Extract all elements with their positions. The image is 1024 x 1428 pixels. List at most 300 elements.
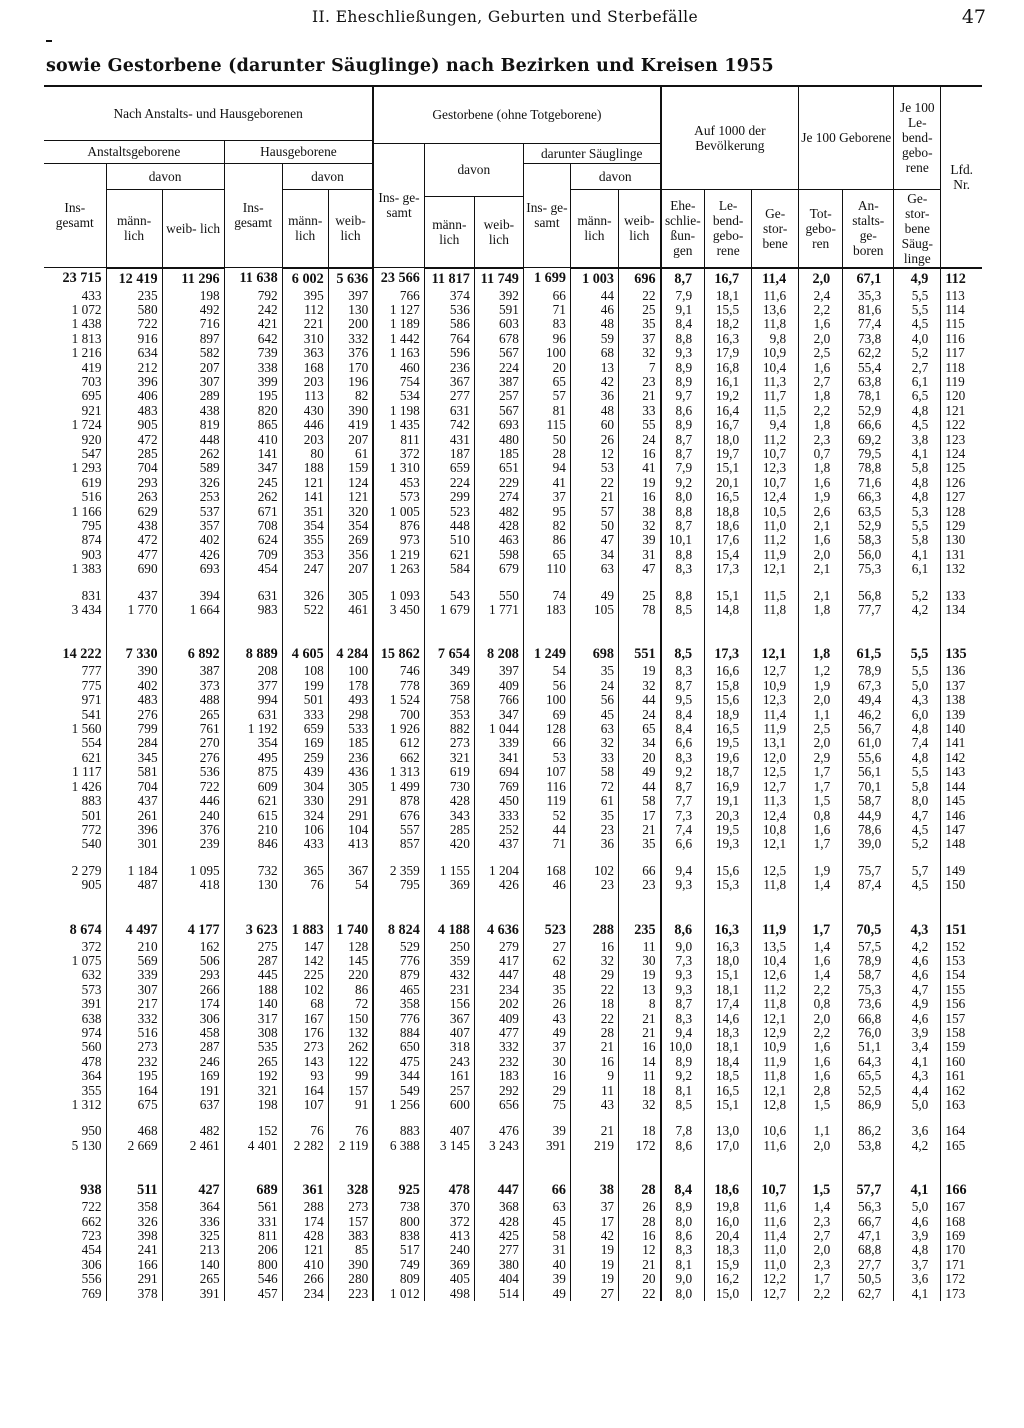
table-row	[44, 404, 982, 418]
table-cell: 150	[328, 1012, 373, 1026]
table-cell: 9,7	[661, 389, 705, 403]
table-cell: 13,0	[705, 1124, 752, 1138]
table-cell: 130	[941, 533, 982, 547]
table-cell: 269	[328, 533, 373, 547]
table-cell: 368	[474, 1200, 523, 1214]
table-cell: 134	[941, 603, 982, 617]
table-cell: 4,3	[894, 920, 941, 940]
table-cell: 113	[941, 289, 982, 303]
table-cell: 9	[570, 1069, 618, 1083]
table-cell: 132	[328, 1026, 373, 1040]
table-cell: 138	[941, 693, 982, 707]
table-cell: 16,3	[705, 920, 752, 940]
table-cell: 58,3	[843, 533, 894, 547]
table-cell: 1 664	[162, 603, 224, 617]
row-spacer	[44, 893, 982, 920]
table-row	[44, 1258, 982, 1272]
table-cell: 2,1	[799, 519, 843, 533]
statistics-table	[44, 85, 982, 1301]
table-cell: 10,9	[752, 346, 799, 360]
table-cell: 127	[941, 490, 982, 504]
table-cell: 245	[224, 476, 282, 490]
table-cell: 19	[618, 968, 660, 982]
table-cell: 128	[328, 940, 373, 954]
table-cell: 428	[474, 519, 523, 533]
table-cell: 1,9	[799, 490, 843, 504]
table-cell: 8,9	[661, 1055, 705, 1069]
table-cell: 24	[618, 708, 660, 722]
table-cell: 11,4	[752, 1229, 799, 1243]
table-cell: 5,5	[894, 289, 941, 303]
table-cell: 1 166	[71, 504, 102, 519]
table-row	[44, 505, 982, 519]
table-cell: 121	[282, 476, 328, 490]
table-cell: 5,0	[894, 1098, 941, 1112]
table-cell: 12,6	[752, 968, 799, 982]
table-cell: 58,7	[843, 794, 894, 808]
table-cell: 5,0	[894, 679, 941, 693]
table-cell: 307	[162, 375, 224, 389]
table-cell: 551	[618, 644, 660, 664]
table-cell: 164	[282, 1084, 328, 1098]
table-row-total	[44, 1180, 982, 1200]
table-cell: 493	[328, 693, 373, 707]
table-cell: 27,7	[843, 1258, 894, 1272]
table-cell: 87,4	[843, 878, 894, 892]
table-cell: 637	[162, 1098, 224, 1112]
table-cell: 1 926	[373, 722, 424, 736]
table-cell: 535	[224, 1040, 282, 1054]
table-row	[44, 864, 982, 878]
table-cell: 619	[424, 765, 474, 779]
table-cell: 66	[523, 736, 570, 750]
table-cell: 8 889	[224, 644, 282, 664]
table-cell: 12	[618, 1243, 660, 1257]
table-cell: 364	[162, 1200, 224, 1214]
table-cell: 161	[424, 1069, 474, 1083]
table-cell: 694	[474, 765, 523, 779]
table-cell: 198	[224, 1098, 282, 1112]
table-cell: 1,6	[799, 823, 843, 837]
table-cell: 343	[424, 809, 474, 823]
table-cell: 56,8	[843, 589, 894, 603]
table-cell: 263	[106, 490, 162, 504]
table-cell: 483	[106, 404, 162, 418]
table-cell: 129	[941, 519, 982, 533]
table-cell: 1,9	[799, 679, 843, 693]
table-cell: 112	[282, 303, 328, 317]
table-cell: 4 284	[328, 644, 373, 664]
table-cell: 695	[81, 389, 102, 404]
running-head: II. Eheschließungen, Geburten und Sterbefälle	[312, 8, 699, 26]
table-cell: 280	[328, 1272, 373, 1286]
table-cell: 171	[941, 1258, 982, 1272]
table-cell: 2,1	[799, 562, 843, 576]
table-cell: 950	[81, 1124, 102, 1139]
table-cell: 1 679	[424, 603, 474, 617]
table-cell: 4,6	[894, 1012, 941, 1026]
table-cell: 394	[162, 589, 224, 603]
table-cell: 22	[570, 1012, 618, 1026]
table-cell: 115	[941, 317, 982, 331]
table-cell: 44	[570, 289, 618, 303]
table-cell: 33	[570, 751, 618, 765]
table-cell: 173	[941, 1287, 982, 1301]
table-cell: 15,6	[705, 693, 752, 707]
table-cell: 16,1	[705, 375, 752, 389]
table-cell: 21	[618, 823, 660, 837]
table-cell: 16,6	[705, 664, 752, 678]
table-cell: 9,0	[661, 940, 705, 954]
table-cell: 48	[570, 404, 618, 418]
table-cell: 1,6	[799, 317, 843, 331]
table-cell: 31	[618, 548, 660, 562]
table-cell: 367	[424, 1012, 474, 1026]
table-cell: 24	[618, 433, 660, 447]
table-cell: 5,3	[894, 505, 941, 519]
table-row	[44, 603, 982, 617]
table-row	[44, 303, 982, 317]
table-cell: 321	[224, 1084, 282, 1098]
table-cell: 252	[474, 823, 523, 837]
table-cell: 266	[282, 1272, 328, 1286]
table-cell: 62,2	[843, 346, 894, 360]
table-cell: 831	[81, 588, 102, 603]
table-cell: 8,3	[661, 1012, 705, 1026]
table-cell: 472	[106, 533, 162, 547]
table-cell: 140	[224, 997, 282, 1011]
table-row	[44, 1200, 982, 1214]
header-saeugl-maennlich: männ- lich	[570, 189, 618, 268]
table-cell: 266	[162, 983, 224, 997]
table-cell: 430	[282, 404, 328, 418]
table-cell: 536	[424, 303, 474, 317]
table-cell: 795	[373, 878, 424, 892]
table-cell: 86,2	[843, 1124, 894, 1138]
table-cell: 121	[282, 1243, 328, 1257]
table-cell: 38	[570, 1180, 618, 1200]
table-cell: 7,4	[894, 736, 941, 750]
header-haus-insgesamt: Ins- gesamt	[224, 163, 282, 268]
table-cell: 8,3	[661, 1243, 705, 1257]
table-cell: 1 524	[373, 693, 424, 707]
table-cell: 447	[474, 1180, 523, 1200]
table-cell: 166	[106, 1258, 162, 1272]
table-cell: 2,7	[799, 375, 843, 389]
table-cell: 12,1	[752, 1012, 799, 1026]
table-cell: 71	[523, 837, 570, 851]
table-cell: 2,3	[799, 1215, 843, 1229]
table-cell: 157	[941, 1012, 982, 1026]
table-cell: 170	[328, 361, 373, 375]
table-cell: 55,4	[843, 361, 894, 375]
table-cell: 1,6	[799, 533, 843, 547]
table-cell: 18,5	[705, 1069, 752, 1083]
table-cell: 192	[224, 1069, 282, 1083]
table-cell: 156	[424, 997, 474, 1011]
table-cell: 141	[941, 736, 982, 750]
table-cell: 457	[224, 1287, 282, 1301]
table-cell: 19	[570, 1243, 618, 1257]
table-cell: 31	[523, 1243, 570, 1257]
table-cell: 289	[162, 389, 224, 403]
table-cell: 240	[424, 1243, 474, 1257]
table-cell: 777	[81, 664, 102, 679]
table-cell: 8,0	[894, 794, 941, 808]
table-cell: 15,1	[705, 1098, 752, 1112]
table-cell: 183	[523, 603, 570, 617]
table-cell: 3,4	[894, 1040, 941, 1054]
table-cell: 671	[224, 505, 282, 519]
table-cell: 318	[424, 1040, 474, 1054]
table-cell: 202	[474, 997, 523, 1011]
table-cell: 5,8	[894, 780, 941, 794]
table-cell: 432	[424, 968, 474, 982]
table-cell: 188	[224, 983, 282, 997]
table-cell: 12,2	[752, 1272, 799, 1286]
table-row	[44, 983, 982, 997]
table-cell: 77,4	[843, 317, 894, 331]
table-cell: 5,5	[894, 644, 941, 664]
table-cell: 153	[941, 954, 982, 968]
table-cell: 3 243	[474, 1139, 523, 1153]
table-cell: 377	[224, 679, 282, 693]
table-cell: 130	[328, 303, 373, 317]
table-cell: 11,9	[752, 1055, 799, 1069]
table-cell: 4 177	[162, 920, 224, 940]
table-cell: 11,8	[752, 603, 799, 617]
table-cell: 15,0	[705, 1287, 752, 1301]
table-cell: 581	[106, 765, 162, 779]
table-cell: 436	[328, 765, 373, 779]
table-cell: 18,4	[705, 1055, 752, 1069]
table-cell: 75,3	[843, 983, 894, 997]
table-cell: 122	[328, 1055, 373, 1069]
table-cell: 52	[523, 809, 570, 823]
table-cell: 76	[282, 1124, 328, 1138]
table-cell: 598	[474, 548, 523, 562]
page-header	[0, 6, 1024, 36]
table-cell: 8,1	[661, 1084, 705, 1098]
table-cell: 511	[106, 1180, 162, 1200]
table-cell: 15,3	[705, 878, 752, 892]
table-cell: 10,7	[752, 1180, 799, 1200]
table-cell: 18,1	[705, 983, 752, 997]
table-cell: 61	[570, 794, 618, 808]
table-cell: 1 813	[71, 331, 102, 346]
table-cell: 1 204	[474, 864, 523, 878]
table-cell: 34	[570, 548, 618, 562]
table-cell: 659	[282, 722, 328, 736]
table-cell: 191	[162, 1084, 224, 1098]
table-row	[44, 794, 982, 808]
table-cell: 11,2	[752, 433, 799, 447]
table-cell: 4,6	[894, 1215, 941, 1229]
header-haus-weiblich: weib- lich	[328, 189, 373, 268]
header-eheschliessungen: Ehe- schlie- ßun- gen	[661, 189, 705, 268]
table-cell: 428	[474, 1215, 523, 1229]
table-cell: 66,3	[843, 490, 894, 504]
table-cell: 369	[424, 878, 474, 892]
table-cell: 475	[373, 1055, 424, 1069]
table-cell: 168	[941, 1215, 982, 1229]
table-cell: 621	[224, 794, 282, 808]
table-cell: 276	[162, 751, 224, 765]
table-cell: 19	[570, 1258, 618, 1272]
table-cell: 11,6	[752, 1200, 799, 1214]
table-cell: 482	[474, 505, 523, 519]
table-cell: 210	[106, 940, 162, 954]
table-cell: 41	[618, 461, 660, 475]
table-cell: 82	[523, 519, 570, 533]
table-cell: 811	[373, 433, 424, 447]
table-cell: 113	[282, 389, 328, 403]
table-cell: 356	[328, 548, 373, 562]
table-cell: 68,8	[843, 1243, 894, 1257]
table-cell: 1 770	[106, 603, 162, 617]
table-cell: 876	[373, 519, 424, 533]
table-cell: 4,5	[894, 418, 941, 432]
table-cell: 6,1	[894, 562, 941, 576]
table-cell: 354	[282, 519, 328, 533]
table-cell: 147	[282, 940, 328, 954]
table-cell: 632	[81, 968, 102, 983]
table-cell: 71,6	[843, 476, 894, 490]
table-cell: 63	[523, 1200, 570, 1214]
table-cell: 76	[328, 1124, 373, 1138]
table-cell: 7 654	[424, 644, 474, 664]
table-cell: 495	[224, 751, 282, 765]
table-cell: 11,0	[752, 1243, 799, 1257]
table-cell: 17	[618, 809, 660, 823]
table-cell: 428	[282, 1229, 328, 1243]
table-cell: 310	[282, 332, 328, 346]
table-cell: 167	[282, 1012, 328, 1026]
table-cell: 336	[162, 1215, 224, 1229]
table-cell: 239	[162, 837, 224, 851]
table-cell: 66	[523, 289, 570, 303]
table-cell: 2,0	[799, 1243, 843, 1257]
table-cell: 11,0	[752, 519, 799, 533]
table-cell: 46	[570, 303, 618, 317]
table-row	[44, 346, 982, 360]
table-cell: 11,6	[752, 1215, 799, 1229]
table-cell: 405	[424, 1272, 474, 1286]
table-cell: 619	[81, 475, 102, 490]
table-cell: 391	[81, 997, 102, 1012]
table-cell: 1,7	[799, 780, 843, 794]
table-cell: 2 282	[282, 1139, 328, 1153]
table-cell: 32	[618, 519, 660, 533]
table-cell: 8,8	[661, 589, 705, 603]
table-cell: 56,0	[843, 548, 894, 562]
table-cell: 1 249	[523, 644, 570, 664]
table-cell: 66	[618, 864, 660, 878]
table-cell: 723	[81, 1229, 102, 1244]
table-cell: 534	[373, 389, 424, 403]
table-cell: 56	[570, 693, 618, 707]
table-cell: 9,3	[661, 878, 705, 892]
table-cell: 4,4	[894, 1084, 941, 1098]
table-cell: 7,7	[661, 794, 705, 808]
table-cell: 11,4	[752, 268, 799, 289]
table-cell: 418	[162, 878, 224, 892]
table-cell: 1,7	[799, 920, 843, 940]
table-cell: 7 330	[106, 644, 162, 664]
table-cell: 81,6	[843, 303, 894, 317]
table-cell: 135	[941, 644, 982, 664]
table-cell: 536	[162, 765, 224, 779]
table-cell: 693	[162, 562, 224, 576]
table-cell: 320	[328, 505, 373, 519]
table-cell: 28	[570, 1026, 618, 1040]
table-cell: 23	[570, 823, 618, 837]
table-cell: 800	[373, 1215, 424, 1229]
table-cell: 1,8	[799, 418, 843, 432]
table-cell: 69	[523, 708, 570, 722]
table-row	[44, 1026, 982, 1040]
table-cell: 6,0	[894, 708, 941, 722]
table-cell: 305	[328, 589, 373, 603]
table-cell: 66	[523, 1180, 570, 1200]
table-cell: 21	[618, 1258, 660, 1272]
table-cell: 246	[162, 1055, 224, 1069]
table-cell: 257	[424, 1084, 474, 1098]
table-cell: 10,0	[661, 1040, 705, 1054]
table-cell: 2,2	[799, 983, 843, 997]
table-cell: 155	[941, 983, 982, 997]
table-cell: 378	[106, 1287, 162, 1301]
table-cell: 44	[523, 823, 570, 837]
table-cell: 1,1	[799, 708, 843, 722]
table-cell: 1 072	[71, 302, 102, 317]
table-cell: 8,9	[661, 361, 705, 375]
table-cell: 273	[328, 1200, 373, 1214]
table-cell: 18,8	[705, 505, 752, 519]
table-cell: 99	[328, 1069, 373, 1083]
table-cell: 6,6	[661, 837, 705, 851]
table-cell: 243	[424, 1055, 474, 1069]
table-cell: 4,9	[894, 997, 941, 1011]
table-cell: 72	[570, 780, 618, 794]
table-cell: 170	[941, 1243, 982, 1257]
table-cell: 522	[282, 603, 328, 617]
table-cell: 800	[224, 1258, 282, 1272]
table-cell: 21	[618, 389, 660, 403]
table-cell: 1,4	[799, 968, 843, 982]
table-cell: 612	[373, 736, 424, 750]
header-auf-1000: Auf 1000 der Bevölkerung	[661, 86, 799, 189]
table-cell: 58	[618, 794, 660, 808]
table-cell: 48	[523, 968, 570, 982]
table-body	[44, 268, 982, 1302]
table-cell: 65	[618, 722, 660, 736]
table-cell: 463	[474, 533, 523, 547]
table-cell: 795	[81, 519, 102, 533]
table-cell: 301	[106, 837, 162, 851]
table-cell: 2,2	[799, 404, 843, 418]
table-cell: 1 438	[71, 317, 102, 332]
table-cell: 306	[81, 1257, 102, 1272]
table-cell: 137	[941, 679, 982, 693]
table-cell: 126	[941, 476, 982, 490]
table-cell: 3 450	[373, 603, 424, 617]
table-cell: 178	[328, 679, 373, 693]
table-cell: 56,7	[843, 722, 894, 736]
table-cell: 372	[81, 939, 102, 954]
table-cell: 615	[224, 809, 282, 823]
table-cell: 12,4	[752, 490, 799, 504]
